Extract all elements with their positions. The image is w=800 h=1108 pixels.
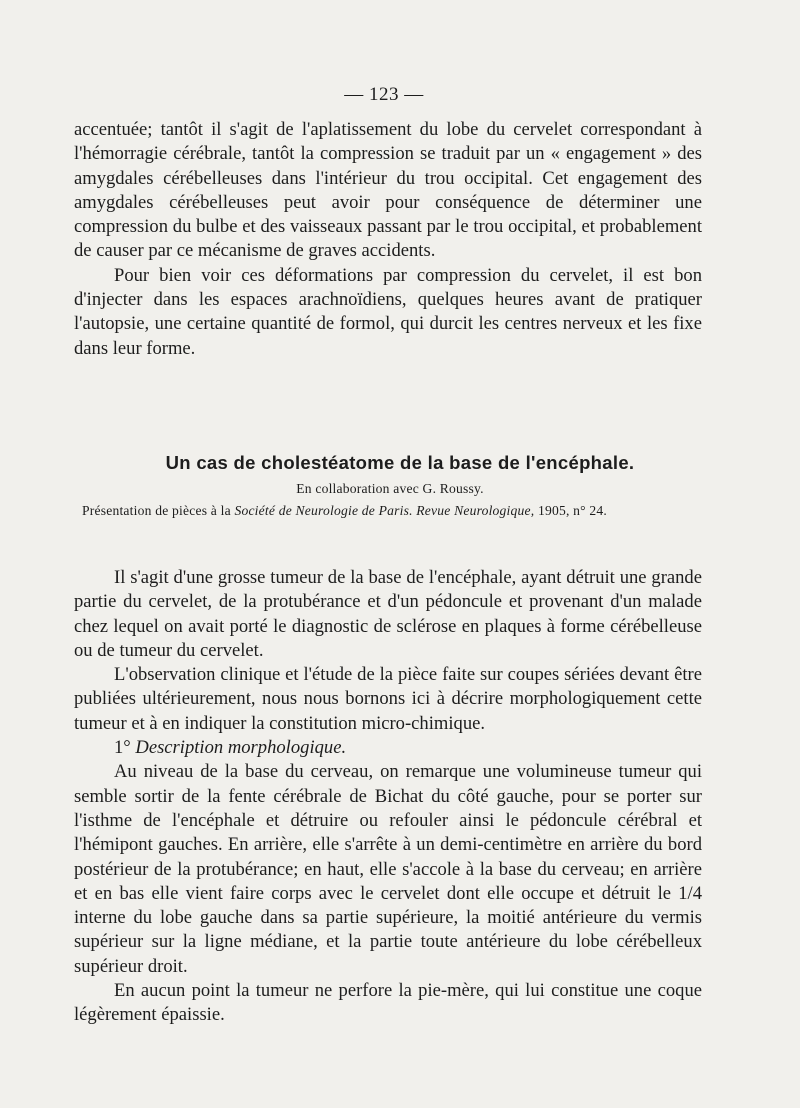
section-title: Description morphologique. — [135, 737, 347, 759]
paragraph-formol: Pour bien voir ces déformations par compression du cervelet, il est bon d'injecter dans les espaces arachnoïdiens, quelques heures avant de pratiquer l'autopsie, une certaine quantité de formol, qui durcit les centres nerveux et les fixe dans leur forme. — [74, 264, 702, 359]
journal-name: Revue Neurologique, — [416, 503, 535, 518]
page-number: — 123 — — [344, 84, 424, 105]
section-heading — [74, 736, 702, 760]
paragraph-continued: accentuée; tantôt il s'agit de l'aplatissement du lobe du cervelet correspondant à l'hémorragie cérébrale, tantôt la compression se traduit par un « engagement » des amygdales cérébelleuses dans l'intérieur du trou occipital. Cet engagement des amygdales cérébelleuses peut avoir pour conséquence de déterminer une compression du bulbe et des vaisseaux passant par le trou occipital, et probablement de causer par ce mécanisme de graves accidents. — [74, 119, 702, 262]
society-name: Société de Neurologie de Paris. — [234, 503, 413, 518]
continued-text — [74, 118, 702, 361]
journal-reference: 1905, n° 24. — [537, 503, 607, 518]
paragraph-pia-mater: En aucun point la tumeur ne perfore la pie-mère, qui lui constitue une coque légèrement épaissie. — [74, 980, 702, 1026]
section-number: 1° — [114, 737, 131, 759]
article-title: Un cas de cholestéatome de la base de l'encéphale. — [165, 452, 635, 473]
paragraph-observation: L'observation clinique et l'étude de la pièce faite sur coupes sériées devant être publiées ultérieurement, nous nous bornons ici à décrire morphologiquement cette tumeur et à en indiquer la constitution micro-chimique. — [74, 664, 702, 734]
paragraph-description: Au niveau de la base du cerveau, on remarque une volumineuse tumeur qui semble sortir de la fente cérébrale de Bichat du côté gauche, pour se porter sur l'isthme de l'encéphale et détruire ou refouler ainsi le pédoncule cérébral et l'hémipont gauches. En arrière, elle s'arrête à un demi-centimètre en arrière du bord postérieur de la protubérance; en haut, elle s'accole à la base du cerveau; en arrière et en bas elle vient faire corps avec le cervelet dont elle occupe et détruit le 1/4 interne du lobe gauche dans sa partie supérieure, la moitié antérieure du vermis supérieur sur la ligne médiane, et la partie toute antérieure du lobe cérébelleux supérieur droit. — [74, 761, 702, 977]
presentation-prefix: Présentation de pièces à la — [82, 503, 231, 518]
presentation-reference — [82, 503, 722, 519]
article-body — [74, 566, 702, 1028]
paragraph-tumor-intro: Il s'agit d'une grosse tumeur de la base de l'encéphale, ayant détruit une grande partie du cervelet, de la protubérance et d'un pédoncule et provenant d'un malade chez lequel on avait porté le diagnostic de sclérose en plaques à forme cérébelleuse ou de tumeur du cervelet. — [74, 567, 702, 661]
collaboration-note: En collaboration avec G. Roussy. — [296, 481, 484, 496]
